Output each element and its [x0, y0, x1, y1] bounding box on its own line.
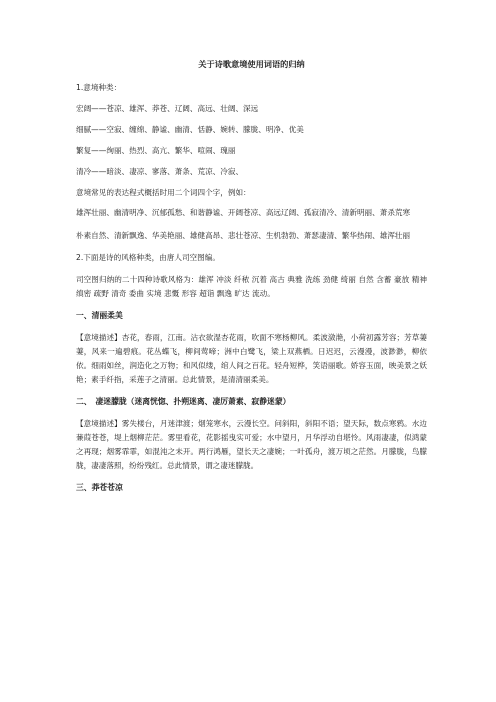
sub-heading-1: 一、清丽柔美 [76, 311, 123, 320]
type-line-delicate: 细腻——空寂、缠绵、静谧、幽清、恬静、婉转、朦胧、明净、优美 [76, 125, 304, 134]
section-heading-styles: 2.下面是诗的风格种类，由唐人司空图编。 [76, 253, 220, 262]
examples-paragraph-2: 朴素自然、清新飘逸、华美艳丽、雄健高昂、悲壮苍凉、生机勃勃、萧瑟凄清、繁华热闹、雄浑壮丽 [76, 231, 411, 240]
sub-paragraph-2: 【意境描述】雾失楼台，月迷津渡；烟笼寒水，云漫长空。问斜阳，斜阳不语；望天际，数点寒鸦。水边蒹葭苍苍，堤上烟柳茫茫。雾里看花，花影摇曳实可爱；水中望月，月华浮动自堪怜。风雨凄凄，似鸿蒙之再现；烟雾霏霏，如混沌之未开。两行鸿雁，望长天之凄婉；一叶孤舟，渡万顷之茫然。月朦胧，鸟朦胧，凄凄落照，纷纷残红。总此情景，谓之凄迷朦胧。 [76, 419, 427, 470]
examples-paragraph-1: 雄浑壮丽、幽清明净、沉郁孤愁、和谐静谧、开阔苍凉、高远辽阔、孤寂清冷、清新明丽、萧杀荒寒 [76, 208, 411, 217]
document-title: 关于诗歌意境使用词语的归纳 [198, 59, 305, 69]
type-line-complex: 繁复——绚丽、热烈、高亢、繁华、喧闹、瑰丽 [76, 146, 236, 155]
sub-heading-3: 三、莽苍苍凉 [76, 483, 123, 492]
section-heading-types: 1.意境种类： [76, 83, 122, 92]
sub-heading-2: 二、 凄迷朦胧（迷离恍惚、扑朔迷离、凄厉萧素、寂静迷蒙） [76, 397, 291, 406]
sub-paragraph-1: 【意境描述】杏花，春雨，江南。沾衣欲湿杏花雨，吹面不寒杨柳风。柔波潋滟，小荷初露芳容；芳草萋萋，风来一遍碧痕。花丛蝶飞，柳间莺啼；洲中白鹭飞，梁上双燕栖。日迟迟，云漫漫，波渺渺，柳依依。细雨如丝，润造化之万物；和风似缕，绾人间之百花。轻舟短桦，笑语丽歌。娇容玉面，映美景之妖艳；素手纤指，采莲子之清丽。总此情景，是清清丽柔美。 [76, 333, 427, 384]
type-line-grand: 宏阔——苍凉、雄浑、莽苍、辽阔、高远、壮阔、深远 [76, 104, 259, 113]
summary-intro: 意境常见的表达程式概括时用二个词四个字，例如： [76, 188, 251, 197]
styles-paragraph: 司空图归纳的二十四种诗歌风格为：雄浑 冲淡 纤秾 沉着 高古 典雅 洗练 劲健 绮丽 自然 含蓄 豪放 精神 缜密 疏野 清奇 委曲 实境 悲慨 形容 超诣 飘逸 旷达 流动。 [76, 275, 427, 298]
type-line-cold: 清冷——暗淡、凄凉、寥落、萧条、荒凉、冷寂、 [76, 167, 244, 176]
